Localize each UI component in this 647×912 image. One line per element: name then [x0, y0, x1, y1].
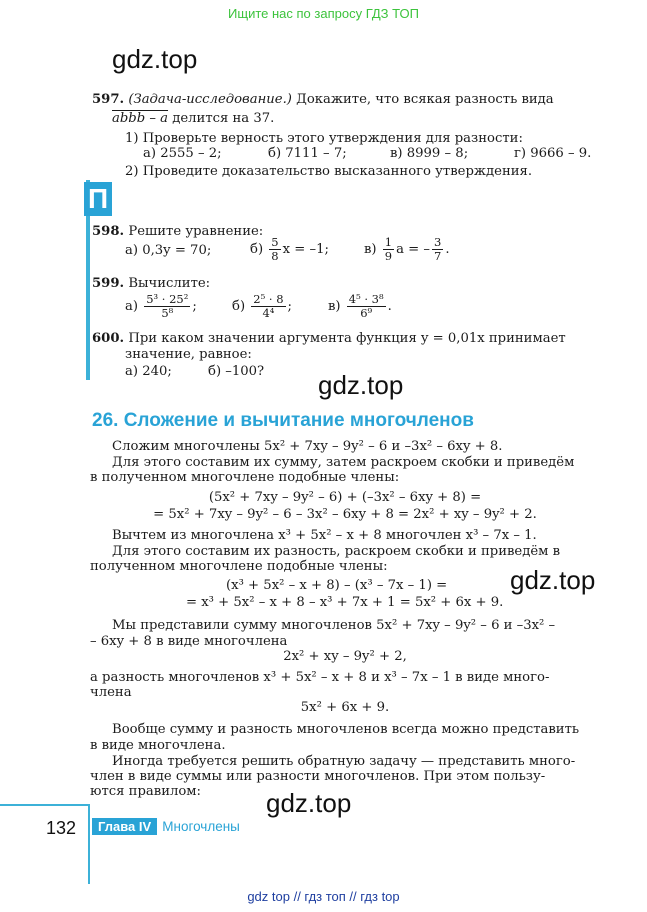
- problem-text: Решите уравнение:: [124, 224, 264, 239]
- option-c: в) $\frac{1}{9}$ a = – $\frac{3}{7}$ .: [364, 235, 450, 263]
- problem-597-line1: [92, 92, 554, 108]
- option-b: б) $\frac{5}{8}$ x = –1;: [250, 235, 329, 263]
- paragraph-line: Иногда требуется решить обратную задачу — представить много-: [112, 754, 576, 769]
- paragraph-line: ются правилом:: [90, 784, 201, 799]
- problem-597-sub1: 1) Проверьте верность этого утверждения для разности:: [125, 131, 523, 146]
- fraction: $\frac{\text{4⁵ · 3⁸}}{\text{6⁹}}$: [348, 292, 384, 320]
- equation: = 5x² + 7xy – 9y² – 6 – 3x² – 6xy + 8 = 2x² + xy – 9y² + 2.: [153, 507, 537, 522]
- paragraph-line: а разность многочленов x³ + 5x² – x + 8 и x³ – 7x – 1 в виде много-: [90, 670, 550, 685]
- watermark: gdz.top: [318, 370, 404, 400]
- fraction: $\frac{1}{9}$: [384, 235, 393, 263]
- paragraph-line: Мы представили сумму многочленов 5x² + 7xy – 9y² – 6 и –3x² –: [112, 618, 556, 633]
- option-a: а) $\frac{\text{5³ · 25²}}{\text{5⁸}}$ ;: [125, 292, 197, 320]
- fraction: $\frac{3}{7}$: [434, 235, 442, 263]
- paragraph-line: Вычтем из многочлена x³ + 5x² – x + 8 многочлен x³ – 7x – 1.: [112, 528, 537, 543]
- footer-rule-vertical: [88, 804, 90, 884]
- paragraph-line: Для этого составим их сумму, затем раскроем скобки и приведём: [112, 455, 575, 470]
- paragraph-line: член в виде суммы или разности многочленов. При этом пользу-: [90, 769, 546, 784]
- paragraph-line: – 6xy + 8 в виде многочлена: [90, 634, 288, 649]
- problem-text: делится на 37.: [168, 111, 275, 126]
- paragraph-line: в полученном многочлене подобные члены:: [90, 470, 400, 485]
- problem-597-sub2: 2) Проведите доказательство высказанного утверждения.: [125, 164, 533, 179]
- option-b: б) –100?: [208, 364, 265, 379]
- option-a: а) 240;: [125, 364, 172, 379]
- problem-text: Вычислите:: [124, 276, 211, 291]
- problem-number: 598.: [92, 224, 125, 239]
- section-title: 26. Сложение и вычитание многочленов: [92, 410, 474, 431]
- advanced-badge: П: [84, 182, 112, 216]
- paragraph-line: в виде многочлена.: [90, 738, 226, 753]
- chapter-label: [92, 816, 240, 835]
- page-number: 132: [46, 818, 77, 838]
- option-b: б) 7111 – 7;: [268, 146, 347, 161]
- footer-rule: [0, 804, 90, 806]
- option-b: б) $\frac{\text{2⁵ · 8}}{\text{4⁴}}$ ;: [232, 292, 292, 320]
- problem-note: (Задача-исследование.): [128, 92, 292, 107]
- expression: abbb – a: [112, 111, 169, 126]
- problem-599-line: [92, 276, 210, 292]
- chapter-badge: Глава IV: [92, 818, 157, 835]
- problem-number: 597.: [92, 92, 125, 107]
- problem-597-line2: [112, 111, 274, 127]
- equation: (x³ + 5x² – x + 8) – (x³ – 7x – 1) =: [226, 578, 448, 593]
- problem-text: При каком значении аргумента функция y = 0,01x принимает: [124, 331, 566, 346]
- option-c: в) $\frac{\text{4⁵ · 3⁸}}{\text{6⁹}}$ .: [328, 292, 392, 320]
- problem-number: 599.: [92, 276, 125, 291]
- chapter-name: Многочлены: [162, 819, 240, 834]
- watermark: gdz.top: [266, 788, 352, 818]
- equation: = x³ + 5x² – x + 8 – x³ + 7x + 1 = 5x² + 6x + 9.: [186, 595, 504, 610]
- equation: 2x² + xy – 9y² + 2,: [283, 649, 407, 664]
- problem-600-line1: [92, 331, 566, 347]
- fraction: $\frac{\text{5³ · 25²}}{\text{5⁸}}$: [146, 292, 189, 320]
- top-banner[interactable]: Ищите нас по запросу ГДЗ ТОП: [228, 6, 419, 21]
- option-a: а) 0,3y = 70;: [125, 243, 212, 258]
- problem-600-line2: значение, равное:: [125, 347, 252, 362]
- equation: (5x² + 7xy – 9y² – 6) + (–3x² – 6xy + 8) =: [208, 490, 482, 505]
- option-d: г) 9666 – 9.: [514, 146, 592, 161]
- paragraph-line: Для этого составим их разность, раскроем скобки и приведём в: [112, 544, 561, 559]
- paragraph-line: Вообще сумму и разность многочленов всегда можно представить: [112, 722, 580, 737]
- option-c: в) 8999 – 8;: [390, 146, 469, 161]
- fraction: $\frac{5}{8}$: [271, 235, 279, 263]
- footer-links[interactable]: gdz top // гдз топ // гдз top: [247, 889, 400, 904]
- option-a: а) 2555 – 2;: [143, 146, 222, 161]
- paragraph-line: Сложим многочлены 5x² + 7xy – 9y² – 6 и –3x² – 6xy + 8.: [112, 439, 503, 454]
- problem-text: Докажите, что всякая разность вида: [291, 92, 554, 107]
- watermark: gdz.top: [112, 44, 198, 74]
- problem-number: 600.: [92, 331, 125, 346]
- fraction: $\frac{\text{2⁵ · 8}}{\text{4⁴}}$: [253, 292, 284, 320]
- equation: 5x² + 6x + 9.: [300, 700, 390, 715]
- watermark: gdz.top: [510, 565, 596, 595]
- paragraph-line: полученном многочлене подобные члены:: [90, 559, 388, 574]
- problem-598-line: [92, 224, 263, 240]
- paragraph-line: члена: [90, 685, 132, 700]
